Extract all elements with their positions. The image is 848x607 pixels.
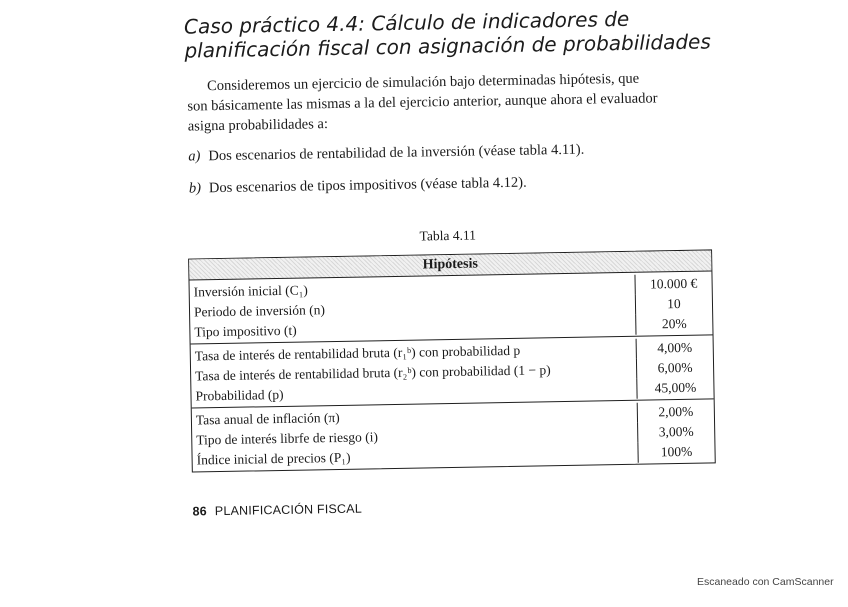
hypotheses-table: [188, 249, 716, 472]
intro-line: son básicamente las mismas a la del ejercicio anterior, aunque ahora el evaluador: [187, 90, 658, 115]
row-value: 100%: [637, 441, 714, 462]
row-value: 6,00%: [636, 357, 713, 378]
table-group: [192, 401, 715, 470]
intro-paragraph: [187, 67, 708, 136]
list-item-b: [189, 169, 709, 198]
intro-line: Consideremos un ejercicio de simulación bajo determinadas hipótesis, que: [206, 70, 640, 95]
row-label: Tipo de interés librfe de riesgo (i): [196, 429, 379, 448]
table-group: [191, 337, 714, 408]
list-item-text: Dos escenarios de rentabilidad de la inversión (véase tabla 4.11).: [208, 141, 585, 165]
page-footer: [192, 502, 362, 519]
row-label: Tasa de interés de rentabilidad bruta (r₁ᵇ) con probabilidad p: [194, 342, 521, 364]
footer-section: PLANIFICACIÓN FISCAL: [214, 501, 363, 519]
row-label: Índice inicial de precios (P₁): [196, 449, 351, 468]
row-label: Tasa anual de inflación (π): [195, 409, 340, 428]
row-value: 3,00%: [637, 421, 714, 442]
row-label: Probabilidad (p): [195, 386, 284, 404]
row-value: 2,00%: [637, 401, 714, 422]
row-value: 10: [635, 293, 712, 314]
row-value: 10.000 €: [634, 273, 711, 294]
row-label: Inversión inicial (C₁): [193, 282, 308, 300]
case-study-title: [184, 5, 745, 63]
list-item-letter: a): [188, 148, 201, 165]
table-header: Hipótesis: [189, 250, 711, 280]
page-number: 86: [192, 504, 207, 519]
row-label: Tipo impositivo (t): [194, 322, 297, 340]
intro-line: asigna probabilidades a:: [187, 116, 329, 135]
list-item-letter: b): [188, 180, 202, 197]
case-study-title-line2: planificación fiscal con asignación de probabilidades: [184, 29, 711, 63]
scanner-watermark: Escaneado con CamScanner: [697, 576, 834, 588]
list-item-a: [188, 137, 708, 166]
table-caption: Tabla 4.11: [419, 227, 477, 244]
row-label: Tasa de interés de rentabilidad bruta (r₂ᵇ) con probabilidad (1 − p): [195, 362, 551, 384]
row-label: Periodo de inversión (n): [193, 302, 326, 320]
row-value: 20%: [635, 313, 712, 334]
list-item-text: Dos escenarios de tipos impositivos (véase tabla 4.12).: [208, 174, 527, 197]
row-value: 45,00%: [636, 377, 713, 398]
row-value: 4,00%: [636, 337, 713, 358]
case-study-title-line1: Caso práctico 4.4: Cálculo de indicadores de: [183, 6, 630, 39]
table-group: [190, 273, 713, 344]
